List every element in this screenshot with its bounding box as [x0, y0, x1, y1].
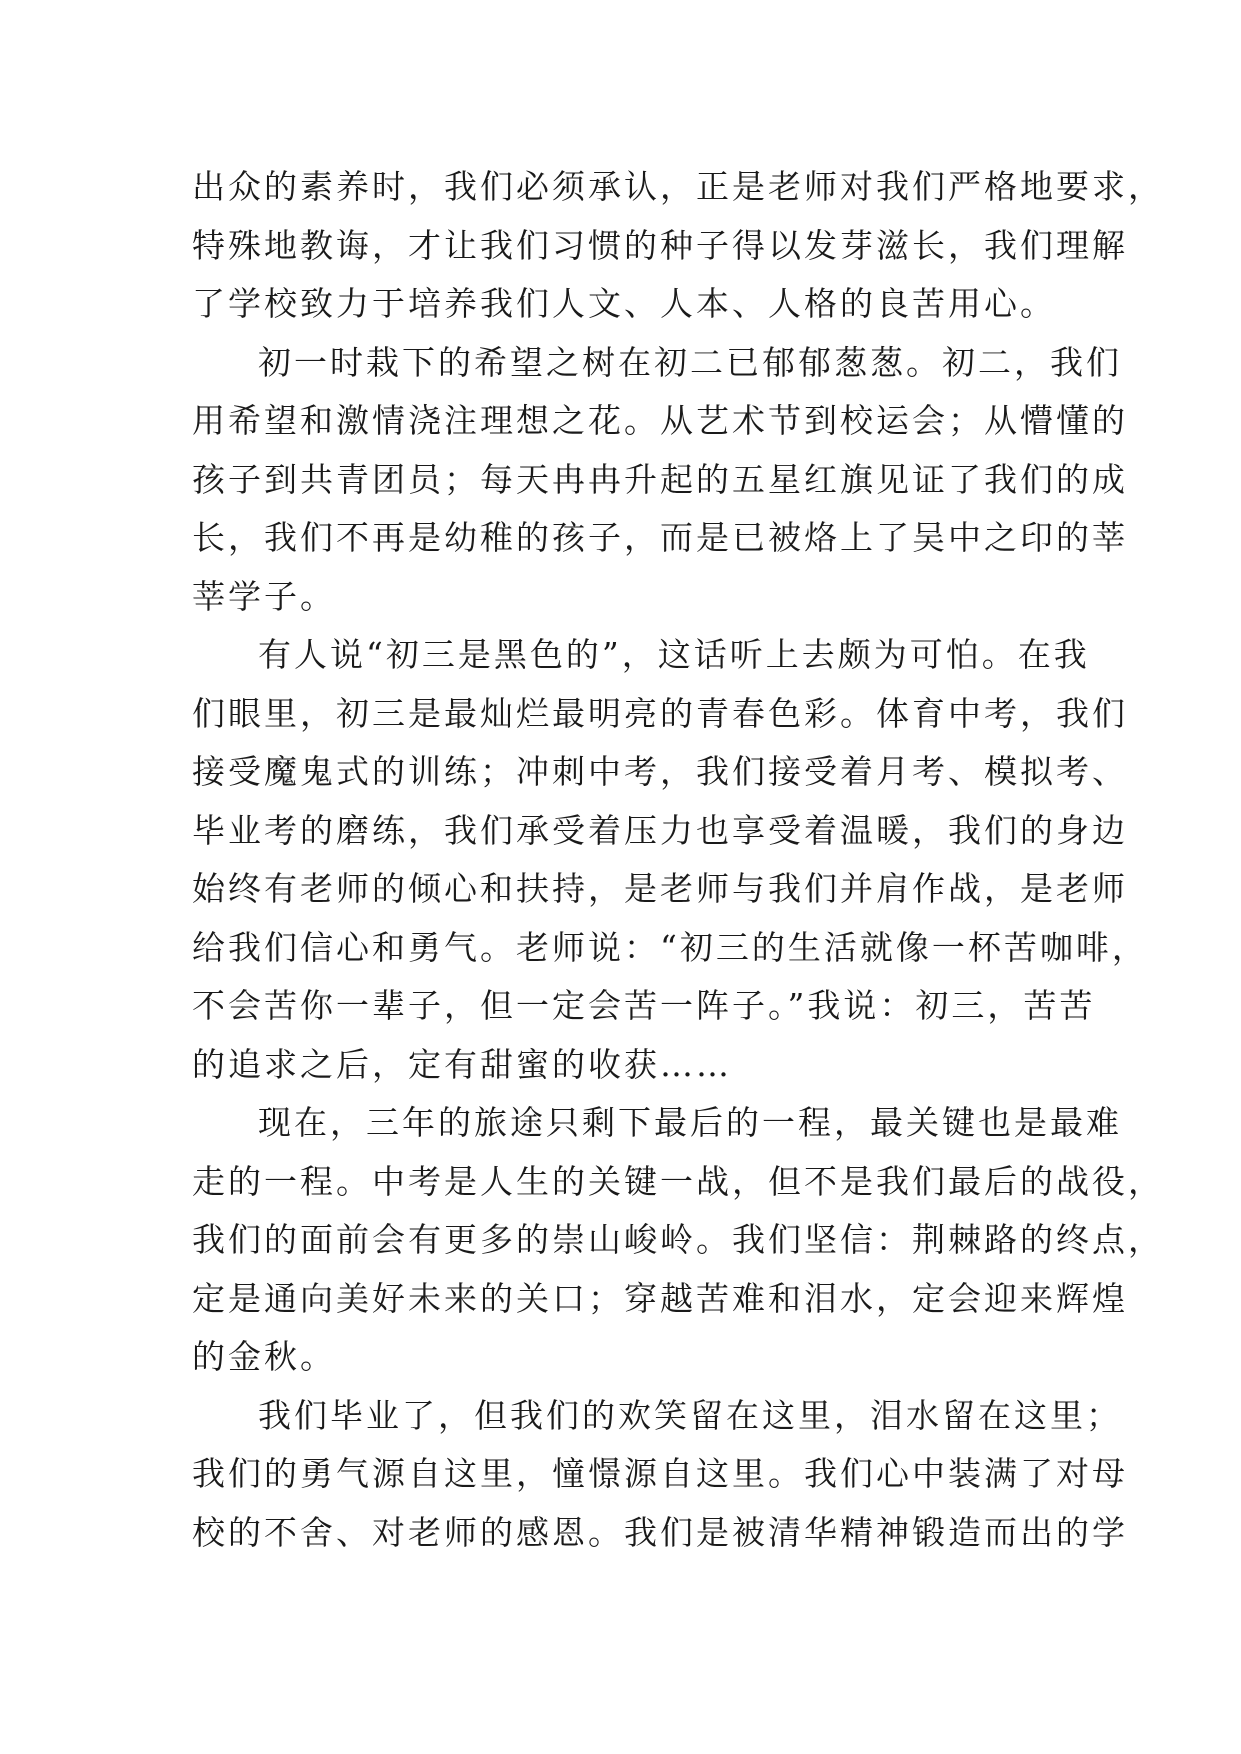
- text-line: 我们的面前会有更多的崇山峻岭。我们坚信：荆棘路的终点，: [192, 1220, 1164, 1259]
- paragraph-2: [192, 334, 1128, 627]
- text-line: 长，我们不再是幼稚的孩子，而是已被烙上了吴中之印的莘: [192, 518, 1128, 557]
- text-line: 我们毕业了，但我们的欢笑留在这里，泪水留在这里；: [258, 1395, 1122, 1435]
- text-line: 用希望和激情浇注理想之花。从艺术节到校运会；从懵懂的: [192, 401, 1128, 440]
- paragraph-3: [192, 626, 1148, 1094]
- text-line: 出众的素养时，我们必须承认，正是老师对我们严格地要求，: [192, 167, 1164, 206]
- text-line: 毕业考的磨练，我们承受着压力也享受着温暖，我们的身边: [192, 810, 1128, 850]
- text-line: 我们的勇气源自这里，憧憬源自这里。我们心中装满了对母: [192, 1454, 1128, 1493]
- paragraph-5: [192, 1387, 1128, 1563]
- text-line: 现在，三年的旅途只剩下最后的一程，最关键也是最难: [258, 1103, 1122, 1142]
- text-line: 特殊地教诲，才让我们习惯的种子得以发芽滋长，我们理解: [192, 225, 1128, 265]
- text-line: 初一时栽下的希望之树在初二已郁郁葱葱。初二，我们: [258, 342, 1122, 382]
- text-line: 们眼里，初三是最灿烂最明亮的青春色彩。体育中考，我们: [192, 693, 1128, 733]
- text-line: 莘学子。: [192, 576, 336, 616]
- text-line: 不会苦你一辈子，但一定会苦一阵子。”我说：初三，苦苦: [192, 986, 1096, 1025]
- text-line: 孩子到共青团员；每天冉冉升起的五星红旗见证了我们的成: [192, 459, 1128, 499]
- paragraph-4: [192, 1094, 1164, 1387]
- text-line: 接受魔鬼式的训练；冲刺中考，我们接受着月考、模拟考、: [192, 752, 1128, 791]
- paragraph-1: [192, 158, 1164, 334]
- text-line: 给我们信心和勇气。老师说：“初三的生活就像一杯苦咖啡，: [192, 927, 1148, 967]
- body-text: [192, 158, 1164, 1562]
- text-line: 的金秋。: [192, 1337, 336, 1376]
- text-line: 了学校致力于培养我们人文、人本、人格的良苦用心。: [192, 284, 1056, 323]
- text-line: 有人说“初三是黑色的”，这话听上去颇为可怕。在我: [258, 635, 1090, 674]
- text-line: 的追求之后，定有甜蜜的收获……: [192, 1044, 732, 1084]
- text-line: 走的一程。中考是人生的关键一战，但不是我们最后的战役，: [192, 1161, 1164, 1201]
- text-line: 始终有老师的倾心和扶持，是老师与我们并肩作战，是老师: [192, 869, 1128, 908]
- text-line: 校的不舍、对老师的感恩。我们是被清华精神锻造而出的学: [192, 1512, 1128, 1552]
- text-line: 定是通向美好未来的关口；穿越苦难和泪水，定会迎来辉煌: [192, 1278, 1128, 1318]
